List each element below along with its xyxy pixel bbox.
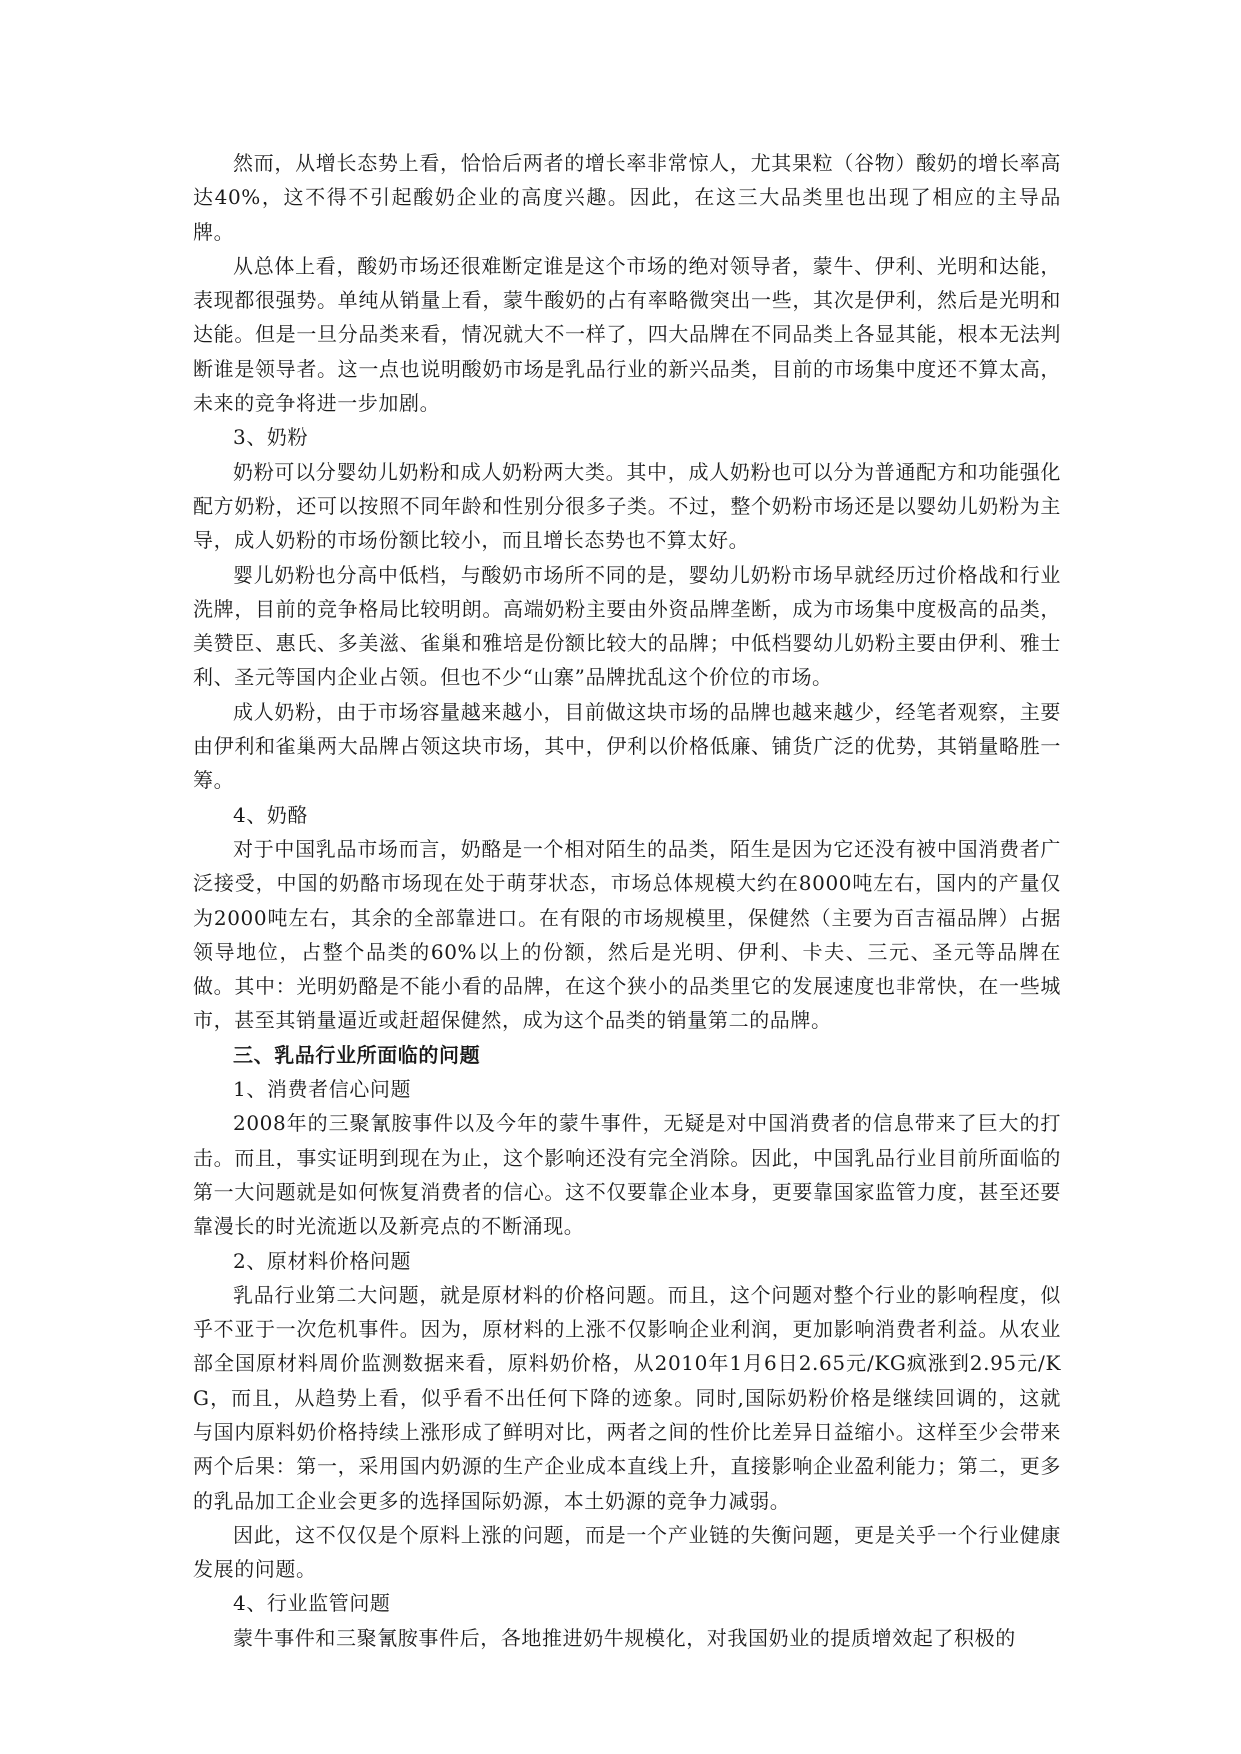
section-heading-milk-powder: 3、奶粉 — [233, 425, 309, 450]
section-heading-regulation: 4、行业监管问题 — [233, 1591, 391, 1616]
paragraph-yogurt-leaders: 从总体上看，酸奶市场还很难断定谁是这个市场的绝对领导者，蒙牛、伊利、光明和达能，表现都很强势。单纯从销量上看，蒙牛酸奶的占有率略微突出一些，其次是伊利，然后是光明和达能。但是一旦分品类来看，情况就大不一样了，四大品牌在不同品类上各显其能，根本无法判断谁是领导者。这一点也说明酸奶市场是乳品行业的新兴品类，目前的市场集中度还不算太高，未来的竞争将进一步加剧。 — [193, 253, 1061, 416]
section-heading-cheese: 4、奶酪 — [233, 802, 309, 827]
section-heading-raw-material-price: 2、原材料价格问题 — [233, 1248, 412, 1273]
paragraph-infant-formula: 婴儿奶粉也分高中低档，与酸奶市场所不同的是，婴幼儿奶粉市场早就经历过价格战和行业洗牌，目前的竞争格局比较明朗。高端奶粉主要由外资品牌垄断，成为市场集中度极高的品类，美赞臣、惠氏、多美滋、雀巢和雅培是份额比较大的品牌；中低档婴幼儿奶粉主要由伊利、雅士利、圣元等国内企业占领。但也不少“山寨”品牌扰乱这个价位的市场。 — [193, 562, 1061, 690]
paragraph-yogurt-growth: 然而，从增长态势上看，恰恰后两者的增长率非常惊人，尤其果粒（谷物）酸奶的增长率高达40%，这不得不引起酸奶企业的高度兴趣。因此，在这三大品类里也出现了相应的主导品牌。 — [193, 151, 1061, 244]
chapter-heading-industry-problems: 三、乳品行业所面临的问题 — [233, 1042, 481, 1067]
paragraph-milk-powder-types: 奶粉可以分婴幼儿奶粉和成人奶粉两大类。其中，成人奶粉也可以分为普通配方和功能强化配方奶粉，还可以按照不同年龄和性别分很多子类。不过，整个奶粉市场还是以婴幼儿奶粉为主导，成人奶粉的市场份额比较小，而且增长态势也不算太好。 — [193, 459, 1061, 553]
paragraph-consumer-confidence: 2008年的三聚氰胺事件以及今年的蒙牛事件，无疑是对中国消费者的信息带来了巨大的打击。而且，事实证明到现在为止，这个影响还没有完全消除。因此，中国乳品行业目前所面临的第一大问题就是如何恢复消费者的信心。这不仅要靠企业本身，更要靠国家监管力度，甚至还要靠漫长的时光流逝以及新亮点的不断涌现。 — [193, 1111, 1061, 1239]
paragraph-regulation: 蒙牛事件和三聚氰胺事件后，各地推进奶牛规模化，对我国奶业的提质增效起了积极的 — [233, 1625, 1016, 1650]
document-body — [193, 146, 1061, 1655]
paragraph-cheese-market: 对于中国乳品市场而言，奶酪是一个相对陌生的品类，陌生是因为它还没有被中国消费者广泛接受，中国的奶酪市场现在处于萌芽状态，市场总体规模大约在8000吨左右，国内的产量仅为2000吨左右，其余的全部靠进口。在有限的市场规模里，保健然（主要为百吉福品牌）占据领导地位，占整个品类的60%以上的份额，然后是光明、伊利、卡夫、三元、圣元等品牌在做。其中：光明奶酪是不能小看的品牌，在这个狭小的品类里它的发展速度也非常快，在一些城市，甚至其销量逼近或赶超保健然，成为这个品类的销量第二的品牌。 — [193, 836, 1061, 1033]
paragraph-industry-chain: 因此，这不仅仅是个原料上涨的问题，而是一个产业链的失衡问题，更是关乎一个行业健康发展的问题。 — [193, 1522, 1061, 1582]
section-heading-consumer-confidence: 1、消费者信心问题 — [233, 1077, 412, 1102]
paragraph-raw-material-price: 乳品行业第二大问题，就是原材料的价格问题。而且，这个问题对整个行业的影响程度，似乎不亚于一次危机事件。因为，原材料的上涨不仅影响企业利润，更加影响消费者利益。从农业部全国原材料周价监测数据来看，原料奶价格，从2010年1月6日2.65元/KG疯涨到2.95元/KG，而且，从趋势上看，似乎看不出任何下降的迹象。同时,国际奶粉价格是继续回调的，这就与国内原料奶价格持续上涨形成了鲜明对比，两者之间的性价比差异日益缩小。这样至少会带来两个后果：第一，采用国内奶源的生产企业成本直线上升，直接影响企业盈利能力；第二，更多的乳品加工企业会更多的选择国际奶源，本土奶源的竞争力减弱。 — [193, 1282, 1061, 1513]
paragraph-adult-milk-powder: 成人奶粉，由于市场容量越来越小，目前做这块市场的品牌也越来越少，经笔者观察，主要由伊利和雀巢两大品牌占领这块市场，其中，伊利以价格低廉、铺货广泛的优势，其销量略胜一筹。 — [193, 699, 1061, 793]
